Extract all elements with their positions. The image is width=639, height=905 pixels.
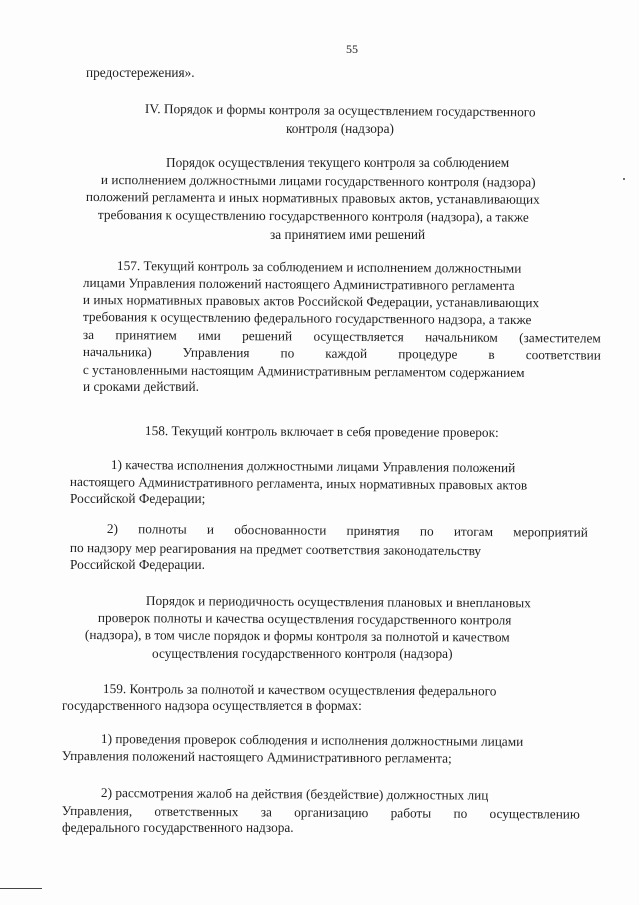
paragraph-line	[83, 344, 601, 364]
subtitle-line: проверок полноты и качества осуществления государственного контроля	[97, 610, 512, 628]
scan-artifact-line	[0, 888, 42, 889]
word: соответствии	[525, 347, 601, 363]
word: Управления	[182, 344, 250, 361]
page-number: 55	[346, 42, 358, 56]
section-title-line: контроля (надзора)	[286, 121, 394, 136]
word: за	[82, 327, 95, 343]
word: осуществлению	[489, 805, 580, 822]
subtitle-line: Порядок и периодичность осуществления плановых и внеплановых	[145, 593, 531, 611]
paragraph-line: и сроками действий.	[83, 379, 199, 394]
paragraph-line: настоящего Административного регламента, иных нормативных правовых актов	[69, 474, 528, 493]
word: ответственных	[154, 803, 239, 820]
paragraph-line	[107, 521, 588, 541]
paragraph-158: 158. Текущий контроль включает в себя проведение проверок:	[144, 423, 499, 440]
word: работы	[390, 805, 432, 821]
word: в	[488, 346, 495, 362]
paragraph-line: федерального государственного надзора.	[62, 820, 294, 835]
paragraph-line: и иных нормативных правовых актов Российской Федерации, устанавливающих	[82, 292, 540, 311]
paragraph-line: Управления положений настоящего Административного регламента;	[61, 748, 452, 766]
paragraph-line: 157. Текущий контроль за соблюдением и исполнением должностными	[116, 258, 522, 276]
word: полноты	[138, 521, 187, 537]
word: по	[453, 805, 468, 821]
word: каждой	[325, 345, 368, 361]
word: за	[260, 804, 272, 820]
subtitle-line: требования к осуществлению государственного контроля (надзора), а также	[97, 207, 529, 225]
subtitle-line: за принятием ими решений	[270, 227, 426, 242]
word: итогам	[453, 523, 494, 540]
word: (заместителем	[519, 330, 601, 346]
paragraph-line: 159. Контроль за полнотой и качеством осуществления федерального	[102, 681, 497, 699]
subtitle-line: осуществления государственного контроля (надзора)	[152, 646, 453, 661]
paragraph-line: государственного надзора осуществляется в формах:	[62, 698, 362, 713]
section-title-line: IV. Порядок и формы контроля за осуществлением государственного	[144, 101, 536, 120]
paragraph-line: 1) качества исполнения должностными лицами Управления положений	[110, 457, 516, 476]
word: мероприятий	[513, 524, 588, 540]
paragraph-line: Российской Федерации.	[70, 557, 205, 572]
subtitle-line: (надзора), в том числе порядок и формы контроля за полнотой и качеством	[84, 627, 510, 645]
word: осуществляется	[313, 328, 404, 345]
word: решений	[242, 328, 293, 344]
paragraph-line: 2) рассмотрения жалоб на действия (бездействие) должностных лиц	[100, 785, 489, 803]
paragraph-line: по надзору мер реагирования на предмет соответствия законодательству	[69, 540, 482, 559]
word: 2)	[106, 521, 119, 537]
word: принятия	[346, 522, 400, 539]
word: по	[280, 345, 295, 361]
scan-artifact-dot	[623, 178, 625, 180]
subtitle-line: Порядок осуществления текущего контроля за соблюдением	[166, 155, 510, 170]
word: организацию	[294, 804, 369, 821]
word: принятием	[115, 327, 177, 343]
subtitle-line: положений регламента и иных нормативных правовых актов, устанавливающих	[85, 189, 540, 207]
word: и	[206, 521, 215, 537]
paragraph-line: 1) проведения проверок соблюдения и исполнения должностными лицами	[100, 731, 524, 749]
word: по	[419, 523, 434, 539]
word: ими	[198, 327, 221, 343]
word: процедуре	[398, 346, 458, 362]
word: Управления,	[61, 803, 133, 819]
intro-fragment: предостережения».	[86, 65, 195, 80]
paragraph-line: Российской Федерации;	[70, 491, 206, 506]
paragraph-line: лицами Управления положений настоящего Административного регламента	[82, 275, 515, 294]
subtitle-line: и исполнением должностными лицами государственного контроля (надзора)	[100, 172, 536, 190]
paragraph-line: требования к осуществлению федерального государственного надзора, а также	[82, 309, 532, 328]
word: обоснованности	[234, 522, 327, 538]
word: начальником	[425, 329, 498, 345]
paragraph-line: с установленными настоящим Административным регламентом содержанием	[82, 362, 525, 381]
word: начальника)	[82, 344, 152, 360]
